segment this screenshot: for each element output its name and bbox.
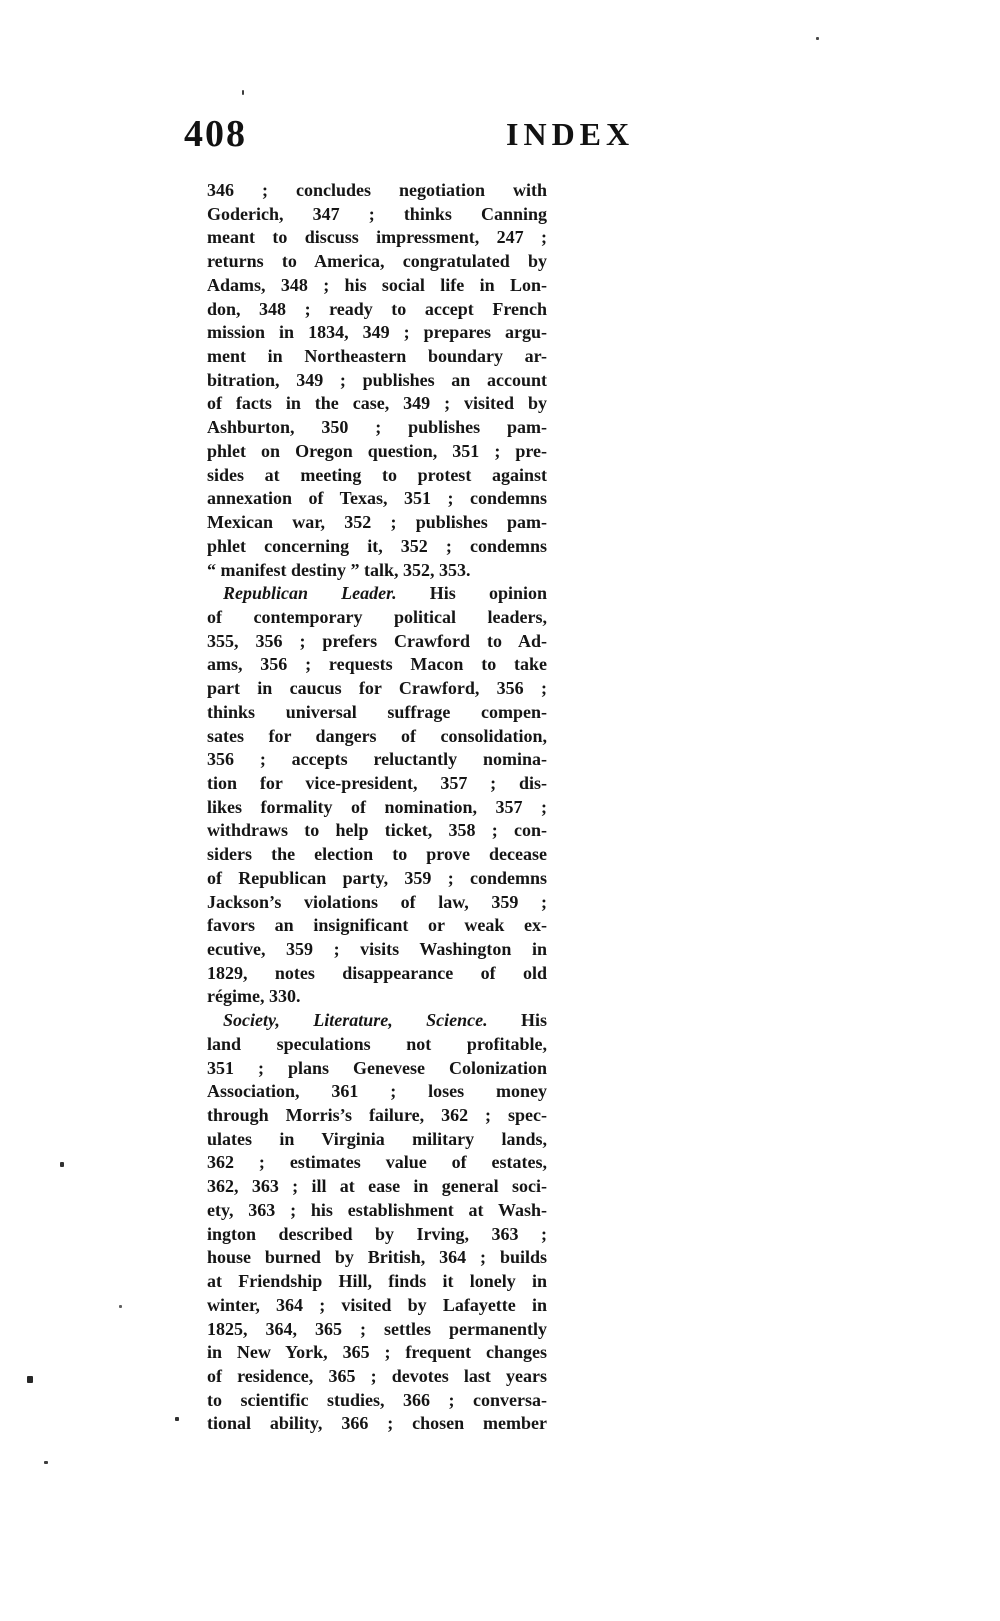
page-number: 408 [184, 113, 247, 155]
index-line: Jackson’s violations of law, 359 ; [207, 891, 547, 912]
index-line: “ manifest destiny ” talk, 352, 353. [207, 559, 471, 580]
index-line: Republican Leader. His opinion [223, 583, 547, 604]
index-line: of Republican party, 359 ; condemns [207, 867, 547, 888]
index-line: house burned by British, 364 ; builds [207, 1247, 547, 1268]
scan-speck [242, 90, 244, 95]
index-line: siders the election to prove decease [207, 844, 547, 865]
scan-speck [44, 1461, 48, 1464]
index-line: in New York, 365 ; frequent changes [207, 1342, 547, 1363]
index-line: ams, 356 ; requests Macon to take [207, 654, 547, 675]
index-line: land speculations not profitable, [207, 1033, 547, 1054]
index-line: tional ability, 366 ; chosen member [207, 1413, 547, 1434]
index-line: Goderich, 347 ; thinks Canning [207, 203, 547, 224]
index-line: phlet concerning it, 352 ; condemns [207, 535, 547, 556]
index-line: 362, 363 ; ill at ease in general soci- [207, 1176, 547, 1197]
index-line: 356 ; accepts reluctantly nomina- [207, 749, 547, 770]
index-line: thinks universal suffrage compen- [207, 701, 547, 722]
index-line: at Friendship Hill, finds it lonely in [207, 1271, 547, 1292]
index-line: ecutive, 359 ; visits Washington in [207, 939, 547, 959]
index-line: meant to discuss impressment, 247 ; [207, 227, 547, 248]
index-line: mission in 1834, 349 ; prepares argu- [207, 322, 547, 343]
index-line: bitration, 349 ; publishes an account [207, 369, 547, 390]
index-line: ety, 363 ; his establishment at Wash- [207, 1199, 547, 1220]
index-line: 355, 356 ; prefers Crawford to Ad- [207, 630, 547, 651]
scan-speck [119, 1305, 122, 1308]
index-line: sides at meeting to protest against [207, 464, 547, 485]
running-head-title: INDEX [506, 116, 635, 152]
index-line: Society, Literature, Science. His [223, 1010, 547, 1031]
scan-speck [175, 1417, 179, 1421]
index-line: Adams, 348 ; his social life in Lon- [207, 274, 547, 295]
index-line: part in caucus for Crawford, 356 ; [207, 678, 547, 699]
index-line: Mexican war, 352 ; publishes pam- [207, 512, 547, 533]
index-text-column [207, 179, 547, 1436]
index-line: of facts in the case, 349 ; visited by [207, 393, 547, 414]
index-line: ulates in Virginia military lands, [207, 1128, 547, 1149]
index-line: winter, 364 ; visited by Lafayette in [207, 1294, 547, 1315]
index-line: 362 ; estimates value of estates, [207, 1152, 547, 1173]
index-line: Association, 361 ; loses money [207, 1081, 547, 1102]
index-line: through Morris’s failure, 362 ; spec- [207, 1105, 547, 1126]
index-line: withdraws to help ticket, 358 ; con- [207, 820, 547, 841]
index-line: 1825, 364, 365 ; settles permanently [207, 1318, 547, 1339]
index-line: ment in Northeastern boundary ar- [207, 346, 547, 367]
index-line: Ashburton, 350 ; publishes pam- [207, 417, 547, 438]
index-line: of contemporary political leaders, [207, 606, 547, 627]
index-line: 1829, notes disappearance of old [207, 962, 547, 983]
index-line: 346 ; concludes negotiation with [207, 180, 547, 200]
scan-speck [816, 37, 819, 40]
scan-speck [27, 1376, 33, 1383]
index-line: to scientific studies, 366 ; conversa- [207, 1389, 547, 1410]
index-line: don, 348 ; ready to accept French [207, 298, 547, 319]
index-line: of residence, 365 ; devotes last years [207, 1365, 547, 1386]
index-line: tion for vice-president, 357 ; dis- [207, 772, 547, 793]
index-line: régime, 330. [207, 986, 301, 1007]
index-line: favors an insignificant or weak ex- [207, 915, 547, 936]
scan-speck [60, 1162, 64, 1167]
index-line: annexation of Texas, 351 ; condemns [207, 488, 547, 509]
index-line: sates for dangers of consolidation, [207, 725, 547, 746]
index-line: returns to America, congratulated by [207, 251, 547, 272]
index-line: likes formality of nomination, 357 ; [207, 796, 547, 817]
index-line: ington described by Irving, 363 ; [207, 1223, 547, 1244]
index-line: phlet on Oregon question, 351 ; pre- [207, 440, 547, 461]
index-line: 351 ; plans Genevese Colonization [207, 1057, 547, 1078]
